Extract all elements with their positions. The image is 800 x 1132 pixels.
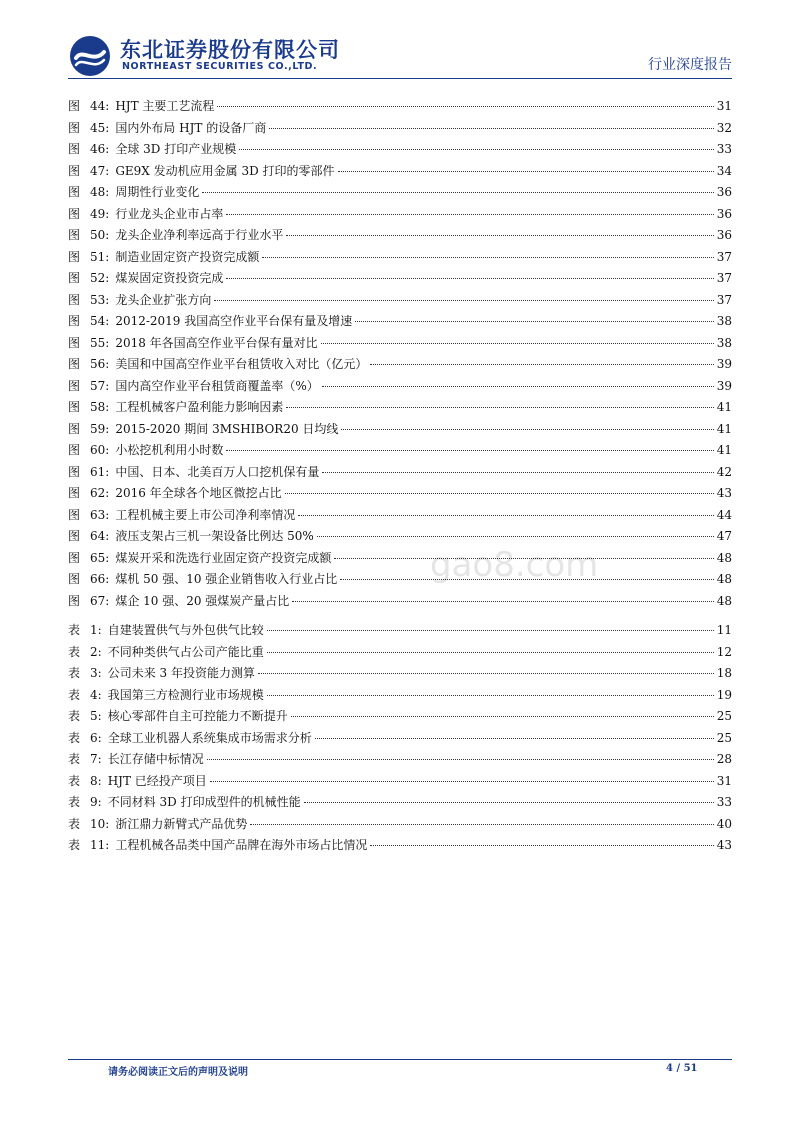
entry-number: 52:	[90, 271, 110, 285]
entry-title: GE9X 发动机应用金属 3D 打印的零部件	[115, 163, 335, 178]
entry-prefix: 图	[68, 185, 81, 199]
entry-number: 51:	[90, 249, 110, 264]
entry-title: 公司未来 3 年投资能力测算	[107, 666, 255, 680]
dot-leader	[226, 214, 713, 215]
entry-page-number: 31	[716, 99, 732, 113]
entry-number: 61:	[90, 464, 110, 479]
entry-title: 自建装置供气与外包供气比较	[107, 623, 264, 637]
figure-entry[interactable]	[68, 483, 732, 505]
figure-entry[interactable]	[68, 311, 732, 333]
entry-prefix: 图	[68, 163, 81, 178]
entry-number: 45:	[90, 120, 110, 135]
entry-title: 不同材料 3D 打印成型件的机械性能	[107, 795, 301, 809]
entry-page-number: 37	[716, 292, 732, 307]
entry-page-number: 31	[716, 773, 732, 788]
dot-leader	[226, 450, 713, 451]
figure-entry[interactable]	[68, 139, 732, 161]
figure-entry[interactable]	[68, 462, 732, 484]
figure-entry[interactable]	[68, 204, 732, 226]
table-entry[interactable]	[68, 771, 732, 793]
entry-title: HJT 已经投产项目	[107, 773, 207, 788]
report-type: 行业深度报告	[648, 57, 732, 73]
entry-number: 53:	[90, 292, 110, 307]
dot-leader	[239, 149, 714, 150]
entry-title: 全球 3D 打印产业规模	[115, 142, 237, 156]
table-entry[interactable]	[68, 749, 732, 771]
figure-entry[interactable]	[68, 354, 732, 376]
entry-prefix: 图	[68, 593, 81, 608]
figure-entry[interactable]	[68, 118, 732, 140]
entry-title: 美国和中国高空作业平台租赁收入对比（亿元）	[115, 357, 368, 371]
entry-prefix: 表	[68, 752, 81, 766]
entry-prefix: 图	[68, 228, 81, 242]
entry-page-number: 44	[716, 507, 732, 522]
entry-number: 2:	[90, 644, 102, 659]
entry-number: 11:	[90, 838, 110, 852]
entry-page-number: 41	[716, 443, 732, 457]
dot-leader	[202, 192, 713, 193]
entry-page-number: 37	[716, 271, 732, 285]
dot-leader	[267, 630, 714, 631]
dot-leader	[210, 781, 714, 782]
figure-entry[interactable]	[68, 290, 732, 312]
entry-page-number: 28	[716, 752, 732, 766]
figure-entry[interactable]	[68, 591, 732, 613]
entry-prefix: 图	[68, 572, 81, 586]
entry-title: 煤企 10 强、20 强煤炭产量占比	[115, 593, 290, 608]
dot-leader	[341, 429, 713, 430]
header-divider	[68, 78, 732, 79]
figure-entry[interactable]	[68, 419, 732, 441]
entry-page-number: 12	[716, 644, 732, 659]
entry-number: 57:	[90, 378, 110, 393]
figure-entry[interactable]	[68, 225, 732, 247]
figure-entry[interactable]	[68, 440, 732, 462]
entry-number: 63:	[90, 507, 110, 522]
entry-title: 龙头企业净利率远高于行业水平	[115, 228, 284, 242]
entry-title: 煤炭开采和洗选行业固定资产投资完成额	[115, 550, 332, 565]
company-logo-icon	[68, 34, 112, 78]
entry-prefix: 图	[68, 335, 81, 350]
dot-leader	[334, 558, 713, 559]
table-list	[68, 620, 732, 857]
dot-leader	[207, 759, 714, 760]
entry-prefix: 图	[68, 400, 81, 414]
entry-title: 全球工业机器人系统集成市场需求分析	[107, 730, 312, 745]
entry-number: 59:	[90, 421, 110, 436]
entry-prefix: 图	[68, 120, 81, 135]
entry-page-number: 43	[716, 838, 732, 852]
table-entry[interactable]	[68, 642, 732, 664]
entry-title: 制造业固定资产投资完成额	[115, 249, 260, 264]
dot-leader	[298, 515, 713, 516]
entry-prefix: 表	[68, 816, 81, 831]
entry-prefix: 图	[68, 507, 81, 522]
table-entry[interactable]	[68, 814, 732, 836]
entry-prefix: 图	[68, 529, 81, 543]
entry-page-number: 33	[716, 142, 732, 156]
entry-prefix: 图	[68, 486, 81, 500]
entry-page-number: 47	[716, 529, 732, 543]
table-entry[interactable]	[68, 663, 732, 685]
dot-leader	[315, 738, 714, 739]
entry-number: 3:	[90, 666, 102, 680]
dot-leader	[304, 802, 714, 803]
entry-number: 67:	[90, 593, 110, 608]
figure-entry[interactable]	[68, 268, 732, 290]
entry-page-number: 41	[716, 400, 732, 414]
figure-entry[interactable]	[68, 376, 732, 398]
entry-page-number: 34	[716, 163, 732, 178]
entry-title: 国内高空作业平台租赁商覆盖率（%）	[115, 378, 319, 393]
entry-prefix: 表	[68, 838, 81, 852]
entry-title: 我国第三方检测行业市场规模	[107, 687, 264, 702]
entry-title: 国内外布局 HJT 的设备厂商	[115, 120, 267, 135]
entry-number: 62:	[90, 486, 110, 500]
entry-title: 液压支架占三机一架设备比例达 50%	[115, 529, 314, 543]
dot-leader	[217, 106, 713, 107]
dot-leader	[370, 364, 713, 365]
dot-leader	[258, 673, 714, 674]
entry-title: 小松挖机利用小时数	[115, 443, 224, 457]
entry-page-number: 48	[716, 572, 732, 586]
entry-prefix: 图	[68, 271, 81, 285]
entry-prefix: 表	[68, 773, 81, 788]
watermark: gao8.com	[430, 545, 599, 585]
entry-title: 长江存储中标情况	[107, 752, 204, 766]
entry-page-number: 36	[716, 228, 732, 242]
figure-entry[interactable]	[68, 161, 732, 183]
entry-prefix: 表	[68, 644, 81, 659]
entry-page-number: 18	[716, 666, 732, 680]
company-name-en: NORTHEAST SECURITIES CO.,LTD.	[122, 61, 318, 72]
entry-page-number: 36	[716, 206, 732, 221]
dot-leader	[269, 128, 713, 129]
dot-leader	[317, 536, 714, 537]
entry-prefix: 表	[68, 795, 81, 809]
dot-leader	[262, 257, 713, 258]
entry-prefix: 图	[68, 357, 81, 371]
entry-prefix: 表	[68, 666, 81, 680]
entry-page-number: 33	[716, 795, 732, 809]
table-entry[interactable]	[68, 792, 732, 814]
entry-number: 49:	[90, 206, 110, 221]
dot-leader	[355, 321, 713, 322]
figure-entry[interactable]	[68, 397, 732, 419]
entry-number: 1:	[90, 623, 102, 637]
dot-leader	[340, 579, 713, 580]
entry-prefix: 图	[68, 314, 81, 328]
entry-prefix: 图	[68, 142, 81, 156]
entry-title: 煤机 50 强、10 强企业销售收入行业占比	[115, 572, 338, 586]
entry-number: 54:	[90, 314, 110, 328]
dot-leader	[267, 652, 714, 653]
entry-page-number: 36	[716, 185, 732, 199]
entry-number: 5:	[90, 709, 102, 723]
entry-number: 44:	[90, 99, 110, 113]
dot-leader	[321, 343, 714, 344]
entry-number: 64:	[90, 529, 110, 543]
entry-number: 66:	[90, 572, 110, 586]
entry-prefix: 图	[68, 550, 81, 565]
entry-number: 58:	[90, 400, 110, 414]
entry-page-number: 39	[716, 357, 732, 371]
entry-number: 8:	[90, 773, 102, 788]
dot-leader	[322, 472, 713, 473]
entry-page-number: 43	[716, 486, 732, 500]
entry-prefix: 图	[68, 292, 81, 307]
entry-page-number: 40	[716, 816, 732, 831]
company-name-cn: 东北证券股份有限公司	[120, 38, 340, 62]
entry-prefix: 表	[68, 709, 81, 723]
entry-page-number: 32	[716, 120, 732, 135]
entry-number: 56:	[90, 357, 110, 371]
dot-leader	[267, 695, 714, 696]
entry-page-number: 48	[716, 593, 732, 608]
dot-leader	[286, 235, 713, 236]
entry-page-number: 48	[716, 550, 732, 565]
entry-number: 55:	[90, 335, 110, 350]
figure-entry[interactable]	[68, 548, 732, 570]
dot-leader	[338, 171, 714, 172]
entry-number: 47:	[90, 163, 110, 178]
table-entry[interactable]	[68, 706, 732, 728]
entry-title: 不同种类供气占公司产能比重	[107, 644, 264, 659]
entry-page-number: 19	[716, 687, 732, 702]
entry-title: 2015-2020 期间 3MSHIBOR20 日均线	[115, 421, 339, 436]
entry-title: 2012-2019 我国高空作业平台保有量及增速	[115, 314, 353, 328]
entry-page-number: 11	[716, 623, 732, 637]
entry-prefix: 图	[68, 378, 81, 393]
table-entry[interactable]	[68, 728, 732, 750]
dot-leader	[250, 824, 713, 825]
page-header	[0, 0, 800, 80]
figure-entry[interactable]	[68, 96, 732, 118]
entry-number: 6:	[90, 730, 102, 745]
entry-prefix: 图	[68, 249, 81, 264]
page-number: 4 / 51	[666, 1063, 698, 1074]
figure-entry[interactable]	[68, 569, 732, 591]
entry-number: 65:	[90, 550, 110, 565]
entry-number: 7:	[90, 752, 102, 766]
footer-divider	[68, 1059, 732, 1060]
entry-prefix: 表	[68, 730, 81, 745]
entry-title: 浙江鼎力新臂式产品优势	[115, 816, 248, 831]
entry-prefix: 图	[68, 443, 81, 457]
entry-title: 中国、日本、北美百万人口挖机保有量	[115, 464, 320, 479]
figure-list	[68, 96, 732, 612]
entry-title: 行业龙头企业市占率	[115, 206, 224, 221]
dot-leader	[322, 386, 714, 387]
entry-prefix: 表	[68, 687, 81, 702]
entry-number: 9:	[90, 795, 102, 809]
entry-number: 46:	[90, 142, 110, 156]
table-entry[interactable]	[68, 835, 732, 857]
dot-leader	[214, 300, 713, 301]
figure-entry[interactable]	[68, 333, 732, 355]
entry-page-number: 25	[716, 730, 732, 745]
figure-entry[interactable]	[68, 526, 732, 548]
entry-title: 龙头企业扩张方向	[115, 292, 212, 307]
dot-leader	[291, 716, 714, 717]
dot-leader	[286, 407, 713, 408]
entry-title: 工程机械客户盈利能力影响因素	[115, 400, 284, 414]
entry-title: 煤炭固定资投资完成	[115, 271, 224, 285]
entry-page-number: 39	[716, 378, 732, 393]
entry-number: 4:	[90, 687, 102, 702]
entry-page-number: 42	[716, 464, 732, 479]
figure-entry[interactable]	[68, 247, 732, 269]
dot-leader	[285, 493, 714, 494]
table-entry[interactable]	[68, 620, 732, 642]
entry-number: 10:	[90, 816, 110, 831]
figure-entry[interactable]	[68, 182, 732, 204]
entry-prefix: 图	[68, 421, 81, 436]
table-entry[interactable]	[68, 685, 732, 707]
entry-title: 工程机械各品类中国产品牌在海外市场占比情况	[115, 838, 368, 852]
entry-page-number: 41	[716, 421, 732, 436]
entry-title: 2016 年全球各个地区微挖占比	[115, 486, 282, 500]
entry-page-number: 37	[716, 249, 732, 264]
entry-title: 2018 年各国高空作业平台保有量对比	[115, 335, 318, 350]
entry-number: 48:	[90, 185, 110, 199]
dot-leader	[292, 601, 713, 602]
entry-prefix: 图	[68, 206, 81, 221]
entry-number: 50:	[90, 228, 110, 242]
entry-page-number: 38	[716, 314, 732, 328]
entry-prefix: 图	[68, 99, 81, 113]
entry-number: 60:	[90, 443, 110, 457]
entry-prefix: 表	[68, 623, 81, 637]
dot-leader	[226, 278, 713, 279]
entry-title: 周期性行业变化	[115, 185, 200, 199]
entry-page-number: 38	[716, 335, 732, 350]
entry-page-number: 25	[716, 709, 732, 723]
entry-title: 工程机械主要上市公司净利率情况	[115, 507, 296, 522]
entry-title: HJT 主要工艺流程	[115, 99, 215, 113]
figure-entry[interactable]	[68, 505, 732, 527]
entry-prefix: 图	[68, 464, 81, 479]
entry-title: 核心零部件自主可控能力不断提升	[107, 709, 288, 723]
dot-leader	[370, 845, 713, 846]
footer-disclaimer-note: 请务必阅读正文后的声明及说明	[108, 1067, 248, 1078]
